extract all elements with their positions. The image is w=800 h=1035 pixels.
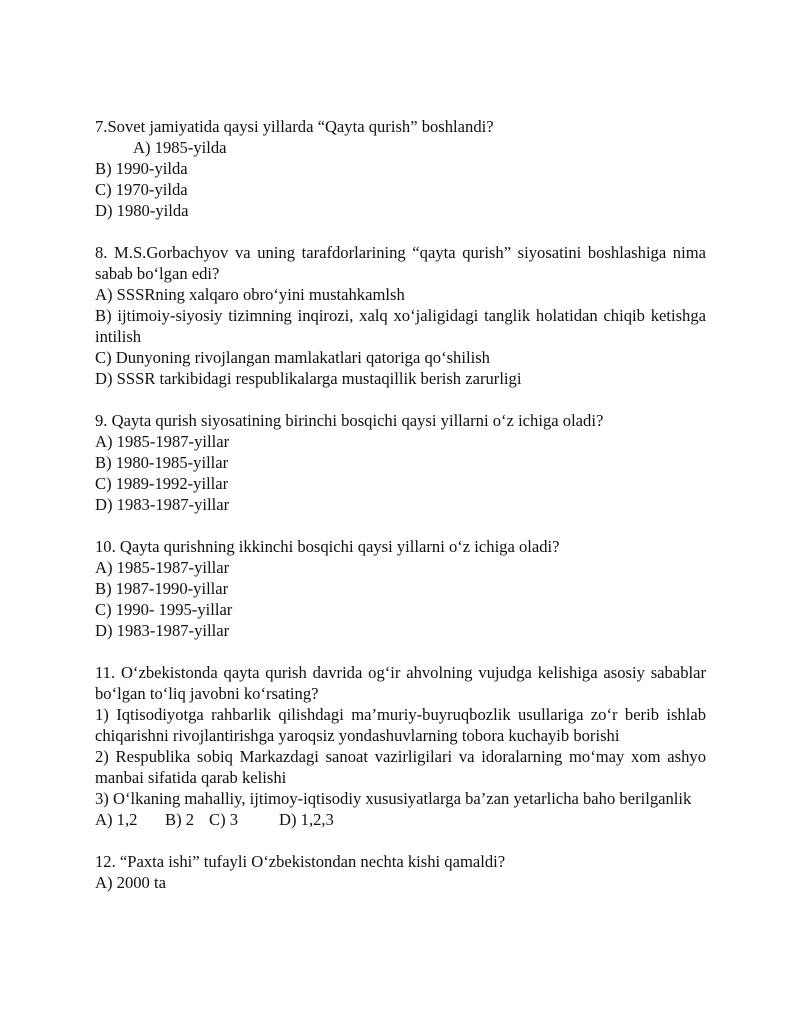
statement: 1) Iqtisodiyotga rahbarlik qilishdagi ma’muriy-buyruqbozlik usullariga zo‘r berib ishlab chiqarishni rivojlantirishga yaroqsiz yondashuvlarning tobora kuchayib borishi [95,705,706,745]
spacer [95,641,706,662]
question-10 [95,536,706,641]
answer-option: D) 1983-1987-yillar [95,621,230,640]
question-title: 11. O‘zbekistonda qayta qurish davrida og‘ir ahvolning vujudga kelishiga asosiy sabablar bo‘lgan to‘liq javobni ko‘rsating? [95,663,706,703]
answer-option: D) SSSR tarkibidagi respublikalarga mustaqillik berish zarurligi [95,369,522,388]
spacer [95,389,706,410]
question-title: 8. M.S.Gorbachyov va uning tarafdorlarining “qayta qurish” siyosatini boshlashiga nima sabab bo‘lgan edi? [95,243,706,283]
answer-option: A) 1985-yilda [133,138,227,157]
answer-option: C) 3 [209,810,239,829]
answer-option: C) 1989-1992-yillar [95,474,229,493]
answer-option: A) 1,2 [95,810,138,829]
question-8 [95,242,706,389]
answer-option: C) 1970-yilda [95,180,188,199]
question-title: 10. Qayta qurishning ikkinchi bosqichi qaysi yillarni o‘z ichiga oladi? [95,537,560,556]
question-11 [95,662,706,830]
question-12 [95,851,706,893]
answer-option: C) 1990- 1995-yillar [95,600,233,619]
answer-option: B) ijtimoiy-siyosiy tizimning inqirozi, xalq xo‘jaligidagi tanglik holatidan chiqib ketishga intilish [95,306,706,346]
question-9 [95,410,706,515]
statement: 2) Respublika sobiq Markazdagi sanoat vazirligilari va idoralarning mo‘may xom ashyo manbai sifatida qarab kelishi [95,747,706,787]
spacer [95,515,706,536]
answer-option: B) 1990-yilda [95,159,188,178]
answer-option: A) 1985-1987-yillar [95,558,230,577]
statement: 3) O‘lkaning mahalliy, ijtimoy-iqtisodiy xususiyatlarga ba’zan yetarlicha baho berilganlik [95,789,692,808]
answer-option: A) SSSRning xalqaro obro‘yini mustahkamlsh [95,285,405,304]
answer-option: B) 1980-1985-yillar [95,453,229,472]
question-title: 9. Qayta qurish siyosatining birinchi bosqichi qaysi yillarni o‘z ichiga oladi? [95,411,604,430]
answer-option: B) 1987-1990-yillar [95,579,229,598]
answer-option: C) Dunyoning rivojlangan mamlakatlari qatoriga qo‘shilish [95,348,490,367]
answer-option: A) 1985-1987-yillar [95,432,230,451]
answer-options-row [95,809,706,830]
spacer [95,830,706,851]
answer-option: D) 1980-yilda [95,201,189,220]
answer-option: D) 1,2,3 [279,810,334,829]
question-title: 12. “Paxta ishi” tufayli O‘zbekistondan nechta kishi qamaldi? [95,852,506,871]
answer-option: B) 2 [165,810,195,829]
question-title: 7.Sovet jamiyatida qaysi yillarda “Qayta qurish” boshlandi? [95,117,494,136]
document-page [95,116,706,893]
question-7 [95,116,706,221]
answer-option: A) 2000 ta [95,873,166,892]
spacer [95,221,706,242]
answer-option: D) 1983-1987-yillar [95,495,230,514]
